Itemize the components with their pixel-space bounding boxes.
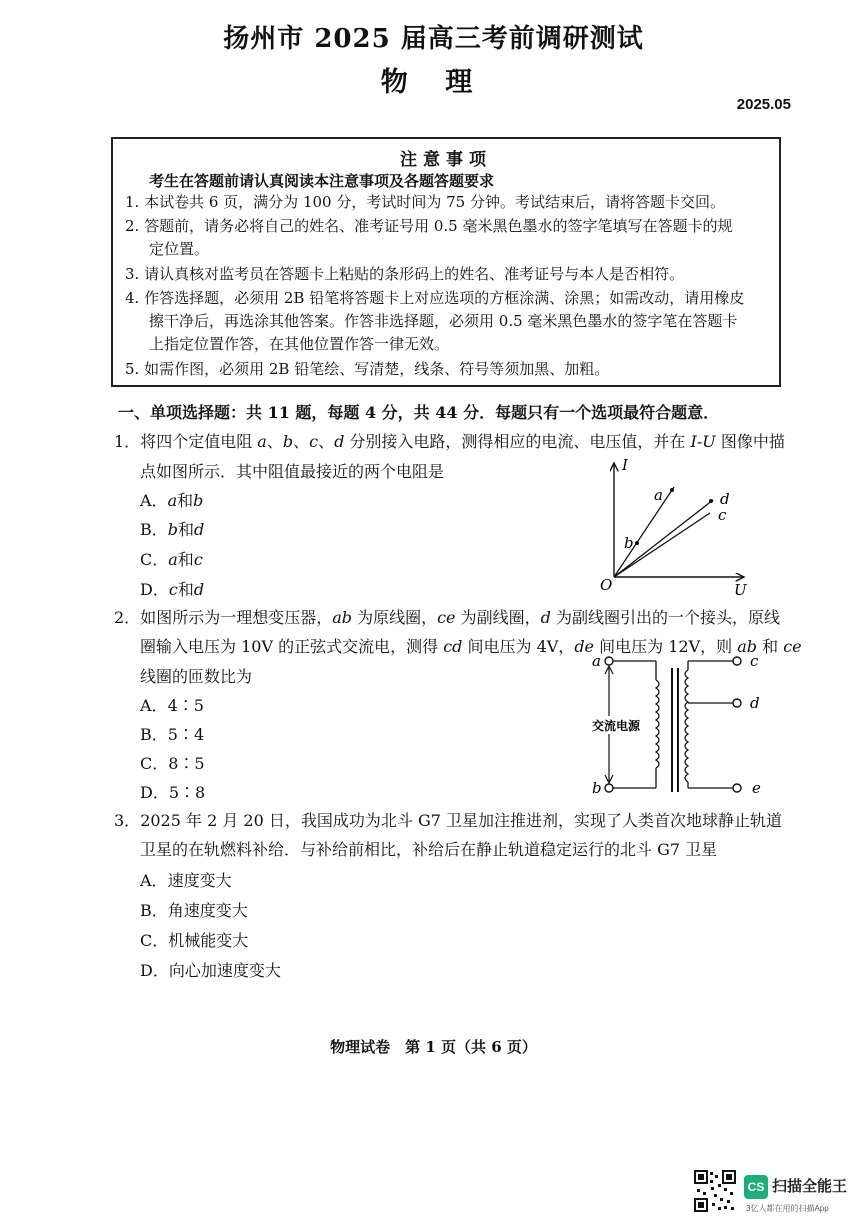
axis-label-u: U bbox=[734, 581, 747, 599]
question-number: 2． bbox=[114, 608, 141, 627]
notice-item-4 bbox=[125, 288, 744, 308]
primary-coil bbox=[656, 680, 659, 768]
terminal-b bbox=[605, 784, 613, 792]
text: 分别接入电路，测得相应的电流、电压值，并在 bbox=[344, 432, 691, 451]
notice-subheading: 考生在答题前请认真阅读本注意事项及各题答题要求 bbox=[149, 172, 495, 190]
var: a bbox=[167, 491, 178, 510]
notice-item-5 bbox=[125, 359, 609, 379]
question-2-line3: 线圈的匝数比为 bbox=[140, 667, 253, 686]
question-1-line1: 1．将四个定值电阻 a、b、c、d 分别接入电路，测得相应的电流、电压值，并在 I-U 图像中描 bbox=[114, 432, 785, 451]
label-a: a bbox=[592, 652, 601, 670]
option-text: 4∶5 bbox=[167, 696, 204, 715]
notice-item-text: 如需作图，必须用 2B 铅笔绘、写清楚，线条、符号等须加黑、加粗。 bbox=[144, 360, 610, 378]
origin-label: O bbox=[600, 576, 613, 594]
notice-item-2 bbox=[125, 216, 733, 236]
point-d bbox=[709, 499, 713, 503]
notice-item-number: 2. bbox=[125, 217, 140, 235]
notice-item-number: 4. bbox=[125, 289, 140, 307]
notice-item-1 bbox=[125, 192, 725, 212]
q1-option-d[interactable] bbox=[140, 577, 204, 600]
option-text: 机械能变大 bbox=[168, 931, 249, 950]
var: de bbox=[574, 637, 595, 656]
axis-label-i: I bbox=[622, 456, 628, 474]
option-text: 向心加速度变大 bbox=[168, 961, 281, 980]
notice-box bbox=[111, 137, 781, 387]
option-label: C． bbox=[140, 754, 169, 773]
question-2-line1 bbox=[114, 605, 780, 628]
page-footer: 物理试卷 第 1 页（共 6 页） bbox=[330, 1038, 537, 1056]
text: 间电压为 12V，则 bbox=[594, 637, 738, 656]
var: ce bbox=[783, 637, 802, 656]
option-label: C． bbox=[140, 931, 169, 950]
label-c: c bbox=[718, 506, 727, 524]
q3-option-d[interactable] bbox=[140, 958, 281, 981]
label-e: e bbox=[752, 779, 761, 797]
q2-option-b[interactable] bbox=[140, 722, 204, 745]
subject-title: 物 理 bbox=[380, 67, 487, 98]
var: c bbox=[168, 580, 178, 599]
q1-option-c[interactable] bbox=[140, 547, 203, 570]
notice-heading: 注意事项 bbox=[400, 150, 492, 170]
label-b: b bbox=[624, 534, 634, 552]
text: 和 bbox=[177, 580, 194, 599]
camscanner-logo-icon: CS bbox=[744, 1175, 768, 1199]
scanner-app-tagline: 3亿人都在用的扫描App bbox=[746, 1204, 829, 1213]
text: 2025 年 2 月 20 日，我国成功为北斗 G7 卫星加注推进剂，实现了人类首次地球静止轨道 bbox=[140, 811, 783, 830]
var: d bbox=[334, 432, 345, 451]
source-label: 交流电源 bbox=[592, 719, 641, 733]
section-heading: 一、单项选择题：共 11 题，每题 4 分，共 44 分．每题只有一个选项最符合题意． bbox=[118, 403, 720, 422]
option-label: B． bbox=[140, 901, 168, 920]
option-text: 5∶4 bbox=[167, 725, 205, 744]
option-text: 8∶5 bbox=[168, 754, 205, 773]
text: 和 bbox=[178, 520, 195, 539]
var: c bbox=[193, 550, 203, 569]
notice-item-number: 3. bbox=[125, 265, 140, 283]
text: 间电压为 4V， bbox=[462, 637, 575, 656]
notice-item-4-cont2: 上指定位置作答，在其他位置作答一律无效。 bbox=[149, 335, 450, 353]
q2-option-d[interactable] bbox=[140, 780, 205, 803]
var: b bbox=[167, 520, 179, 539]
var: cd bbox=[443, 637, 463, 656]
notice-item-text: 作答选择题，必须用 2B 铅笔将答题卡上对应选项的方框涂满、涂黑；如需改动，请用橡皮 bbox=[144, 289, 745, 307]
option-label: A． bbox=[140, 871, 168, 890]
var: d bbox=[193, 580, 205, 599]
question-1-line2: 点如图所示．其中阻值最接近的两个电阻是 bbox=[140, 462, 445, 481]
option-label: A． bbox=[140, 696, 168, 715]
secondary-coil bbox=[685, 670, 688, 782]
var: ce bbox=[437, 608, 456, 627]
option-label: B． bbox=[140, 520, 168, 539]
question-number: 3． bbox=[114, 811, 141, 830]
point-b bbox=[635, 541, 639, 545]
option-text: 速度变大 bbox=[167, 871, 232, 890]
text: 将四个定值电阻 bbox=[140, 432, 258, 451]
exam-date: 2025.05 bbox=[736, 96, 791, 113]
var: I-U bbox=[690, 432, 716, 451]
transformer-diagram bbox=[588, 650, 778, 800]
option-text: 5∶8 bbox=[168, 783, 206, 802]
option-label: D． bbox=[140, 961, 169, 980]
option-label: A． bbox=[140, 491, 168, 510]
notice-item-number: 1. bbox=[125, 193, 140, 211]
text: 如图所示为一理想变压器， bbox=[140, 608, 333, 627]
question-number: 1． bbox=[114, 432, 141, 451]
iu-graph bbox=[596, 455, 756, 600]
notice-item-2-cont: 定位置。 bbox=[149, 240, 210, 258]
notice-item-3 bbox=[125, 264, 684, 284]
terminal-d bbox=[733, 699, 741, 707]
q1-option-a[interactable] bbox=[140, 488, 203, 511]
label-c: c bbox=[750, 652, 759, 670]
q1-option-b[interactable] bbox=[140, 517, 204, 540]
question-3-line2: 卫星的在轨燃料补给．与补给前相比，补给后在静止轨道稳定运行的北斗 G7 卫星 bbox=[140, 840, 718, 859]
option-label: D． bbox=[140, 580, 169, 599]
var: d bbox=[194, 520, 205, 539]
label-b: b bbox=[592, 779, 602, 797]
var: a bbox=[257, 432, 267, 451]
option-text: 角速度变大 bbox=[167, 901, 248, 920]
q3-option-a[interactable] bbox=[140, 868, 232, 891]
text: 为副线圈引出的一个接头，原线 bbox=[550, 608, 780, 627]
line-a bbox=[614, 487, 674, 577]
option-label: C． bbox=[140, 550, 169, 569]
q2-option-c[interactable] bbox=[140, 751, 205, 774]
text: 和 bbox=[757, 637, 784, 656]
q3-option-c[interactable] bbox=[140, 928, 248, 951]
text: 图像中描 bbox=[715, 432, 785, 451]
notice-item-4-cont1: 擦干净后，再选涂其他答案。作答非选择题，必须用 0.5 毫米黑色墨水的签字笔在答题卡 bbox=[149, 312, 738, 330]
option-label: D． bbox=[140, 783, 169, 802]
notice-item-text: 本试卷共 6 页，满分为 100 分，考试时间为 75 分钟。考试结束后，请将答题卡交回。 bbox=[144, 193, 725, 211]
var: b bbox=[193, 491, 204, 510]
var: ab bbox=[737, 637, 757, 656]
text: 为副线圈， bbox=[455, 608, 541, 627]
label-d: d bbox=[720, 490, 730, 508]
var: ab bbox=[332, 608, 352, 627]
notice-item-text: 答题前，请务必将自己的姓名、准考证号用 0.5 毫米黑色墨水的签字笔填写在答题卡的规 bbox=[144, 217, 733, 235]
var: a bbox=[168, 550, 178, 569]
exam-title: 扬州市 2025 届高三考前调研测试 bbox=[223, 24, 644, 54]
scanner-app-name: 扫描全能王 bbox=[772, 1178, 848, 1195]
var: c bbox=[309, 432, 319, 451]
text: 和 bbox=[177, 550, 194, 569]
notice-item-text: 请认真核对监考员在答题卡上粘贴的条形码上的姓名、准考证号与本人是否相符。 bbox=[144, 265, 685, 283]
terminal-a bbox=[605, 657, 613, 665]
point-a bbox=[670, 488, 674, 492]
q2-option-a[interactable] bbox=[140, 693, 204, 716]
terminal-c bbox=[733, 657, 741, 665]
text: 为原线圈， bbox=[351, 608, 438, 627]
text: 和 bbox=[177, 491, 194, 510]
var: d bbox=[540, 608, 551, 627]
q3-option-b[interactable] bbox=[140, 898, 248, 921]
qr-code-icon bbox=[694, 1170, 736, 1212]
notice-item-number: 5. bbox=[125, 360, 140, 378]
question-3-line1 bbox=[114, 808, 782, 831]
terminal-e bbox=[733, 784, 741, 792]
option-label: B． bbox=[140, 725, 168, 744]
var: b bbox=[282, 432, 294, 451]
label-a: a bbox=[654, 486, 663, 504]
label-d: d bbox=[750, 694, 760, 712]
text: 圈输入电压为 10V 的正弦式交流电，测得 bbox=[140, 637, 444, 656]
